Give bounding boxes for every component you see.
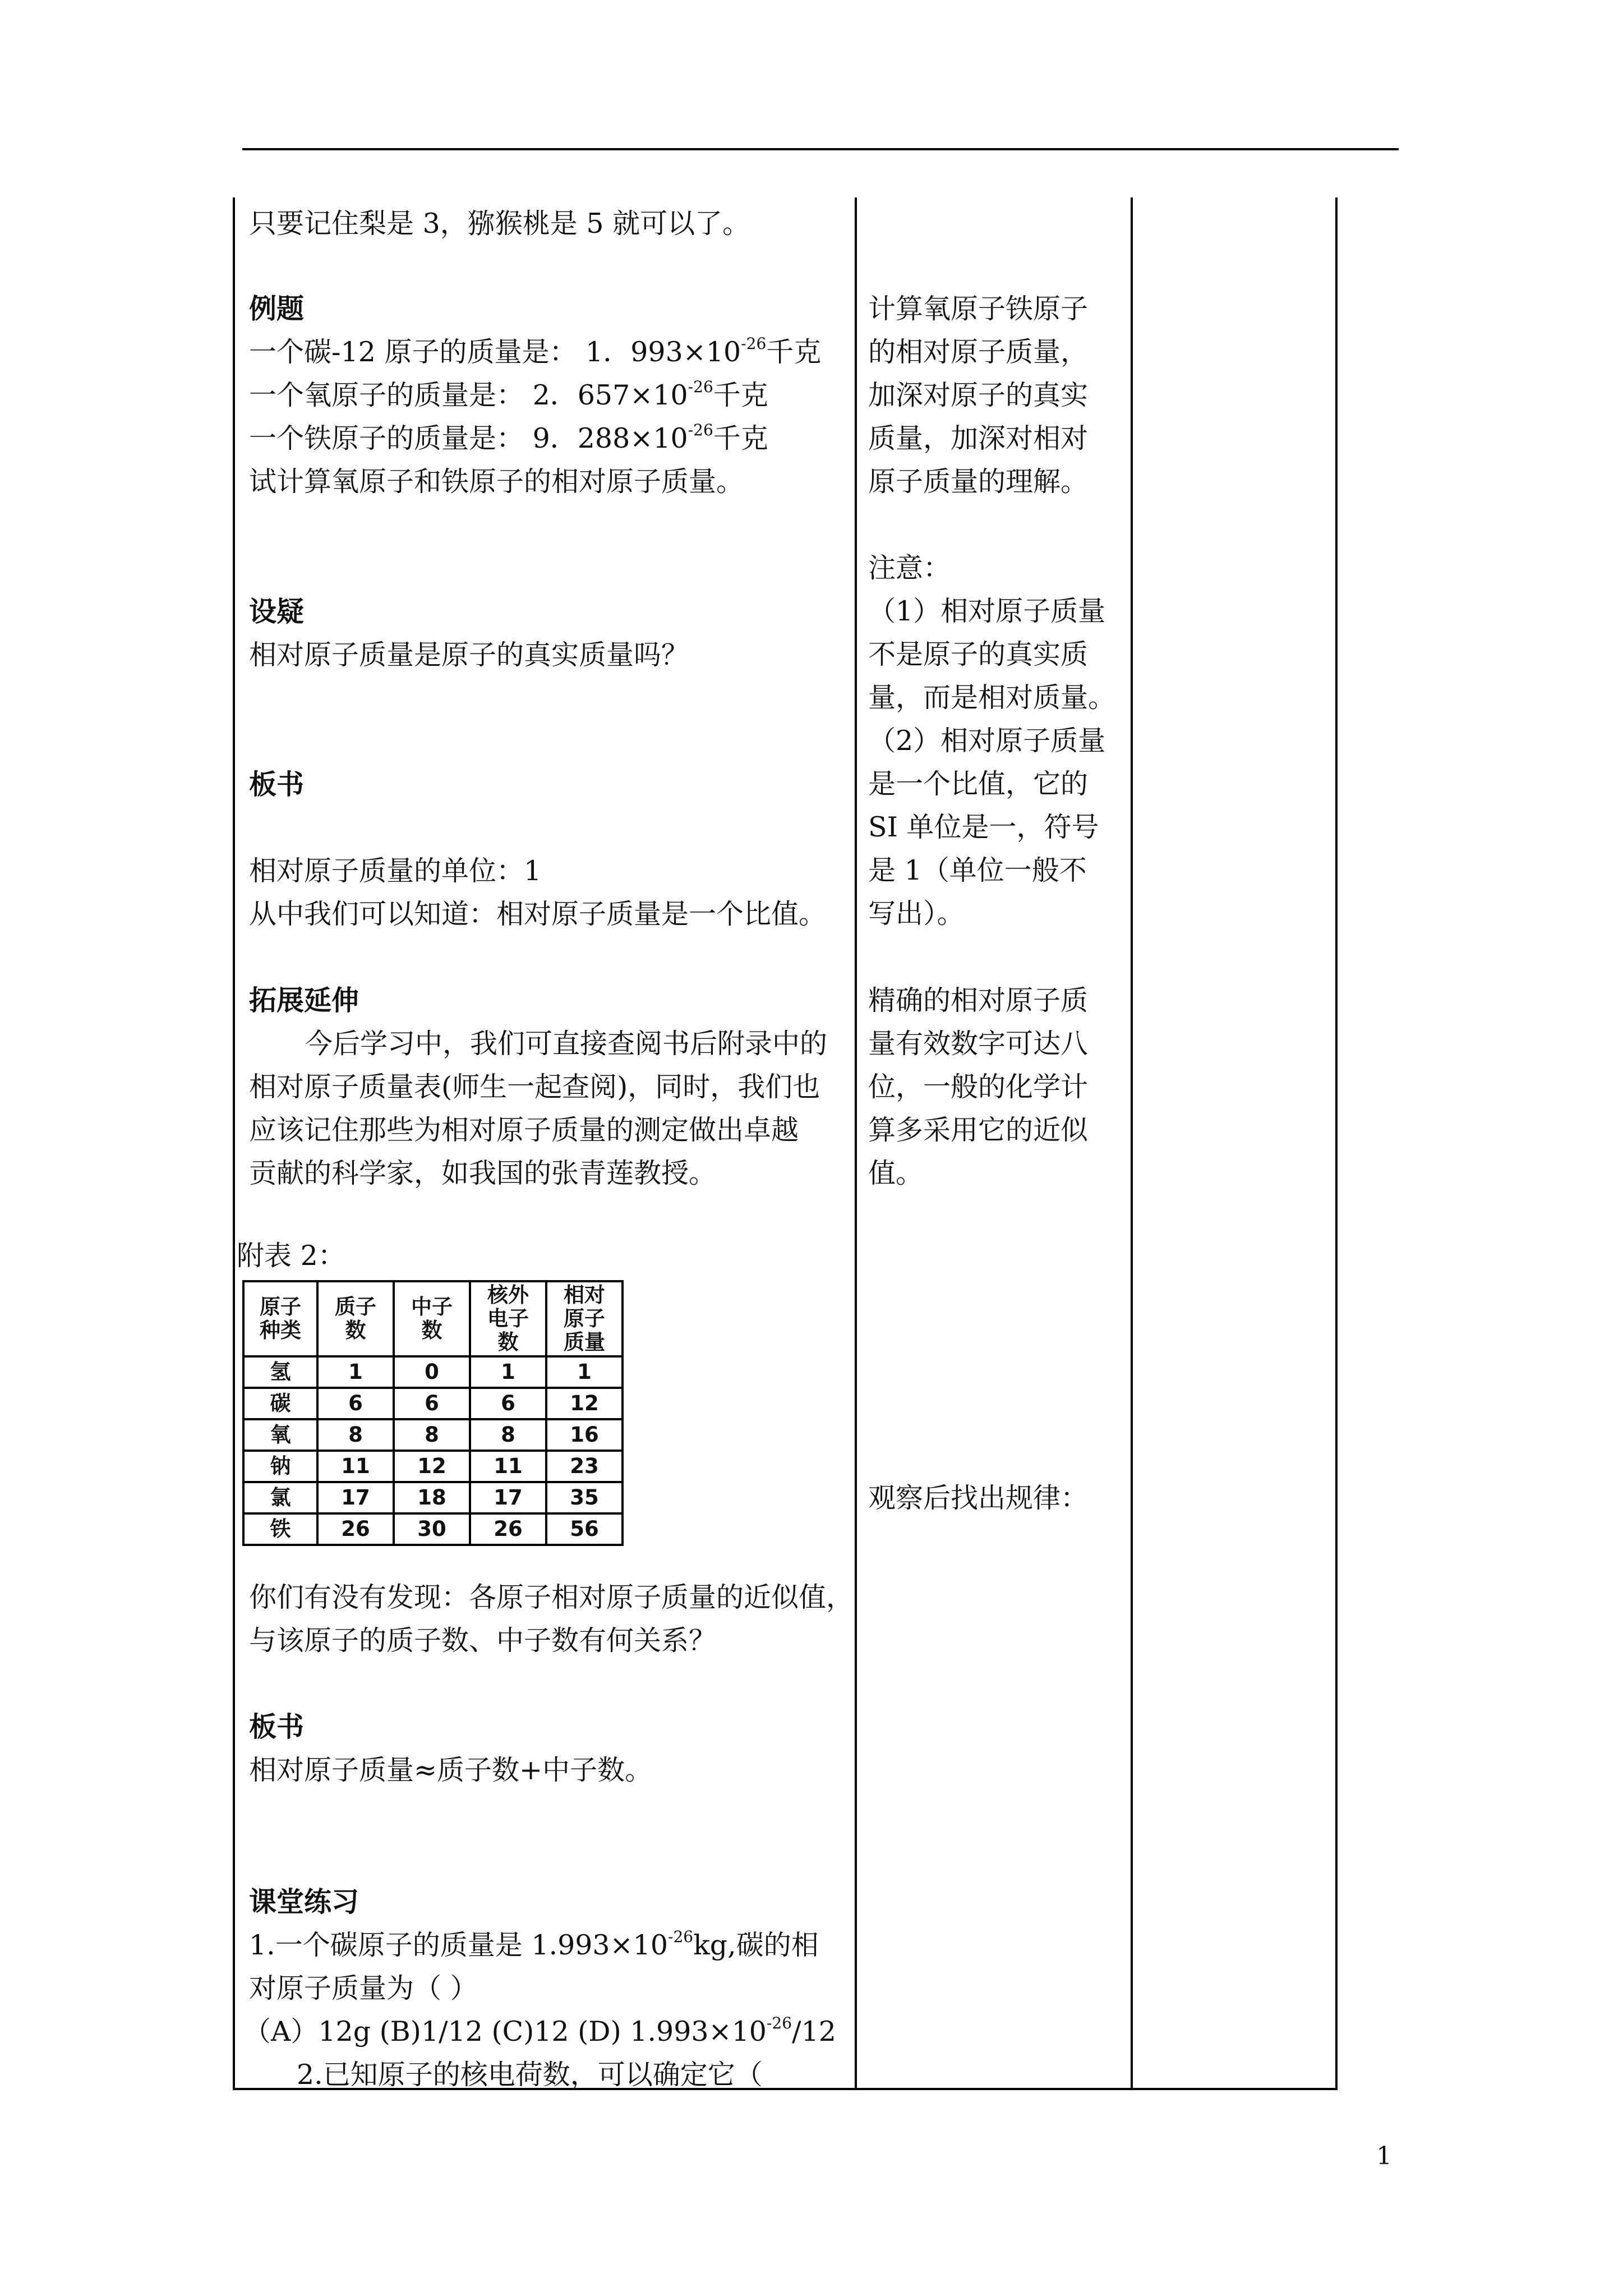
purpose-line: 的相对原子质量， (868, 336, 1089, 368)
extend-line: 相对原子质量表(师生一起查阅)，同时，我们也 (249, 1071, 820, 1103)
extend-line: 贡献的科学家，如我国的张青莲教授。 (249, 1157, 717, 1189)
precision-line: 值。 (868, 1157, 924, 1189)
practice-q1-line-2: 对原子质量为（ ） (249, 1972, 478, 2004)
table-cell: 26 (317, 1513, 394, 1545)
board-heading-2: 板书 (249, 1711, 305, 1743)
table-cell: 氯 (243, 1482, 317, 1513)
table-cell: 30 (394, 1513, 470, 1545)
note-line: SI 单位是一，符号 (868, 811, 1099, 843)
example-task: 试计算氧原子和铁原子的相对原子质量。 (249, 466, 744, 498)
table-cell: 17 (317, 1482, 394, 1513)
practice-heading: 课堂练习 (249, 1886, 359, 1918)
table-cell: 17 (470, 1482, 546, 1513)
table-header-row (243, 1281, 623, 1356)
example-heading: 例题 (249, 293, 305, 325)
table-cell: 氢 (243, 1356, 317, 1388)
board-line-unit: 相对原子质量的单位：1 (249, 855, 542, 887)
table-cell: 8 (317, 1419, 394, 1451)
extend-line: 今后学习中，我们可直接查阅书后附录中的 (305, 1028, 828, 1060)
question-heading: 设疑 (249, 596, 305, 628)
board-formula: 相对原子质量≈质子数+中子数。 (249, 1754, 653, 1786)
table-cell: 23 (546, 1451, 623, 1482)
table-row (243, 1356, 623, 1388)
discover-line: 与该原子的质子数、中子数有何关系？ (249, 1625, 717, 1657)
note-label: 注意： (868, 552, 951, 584)
appendix-label: 附表 2： (237, 1240, 345, 1272)
precision-line: 算多采用它的近似 (868, 1114, 1089, 1146)
table-cell: 钠 (243, 1451, 317, 1482)
note-line: （2）相对原子质量 (868, 725, 1106, 757)
table-cell: 氧 (243, 1419, 317, 1451)
table-cell: 11 (470, 1451, 546, 1482)
table-row (243, 1482, 623, 1513)
table-cell: 0 (394, 1356, 470, 1388)
table-cell: 26 (470, 1513, 546, 1545)
atom-data-table (242, 1280, 624, 1546)
note-line: 是 1（单位一般不 (868, 854, 1087, 886)
table-cell: 6 (317, 1388, 394, 1419)
note-line: 量，而是相对质量。 (868, 682, 1116, 714)
precision-line: 量有效数字可达八 (868, 1028, 1089, 1060)
table-header-cell: 核外 电子 数 (470, 1281, 546, 1356)
practice-q1-line-1: 1.一个碳原子的质量是 $1.993\times 10^{-26}kg$,碳的相 (249, 1927, 819, 1961)
table-header-cell: 相对 原子 质量 (546, 1281, 623, 1356)
table-cell: 8 (470, 1419, 546, 1451)
note-line: 不是原子的真实质 (868, 638, 1089, 670)
extend-line: 应该记住那些为相对原子质量的测定做出卓越 (249, 1114, 799, 1146)
question-text: 相对原子质量是原子的真实质量吗？ (249, 639, 689, 671)
table-cell: 碳 (243, 1388, 317, 1419)
discover-line: 你们有没有发现：各原子相对原子质量的近似值， (249, 1581, 854, 1613)
practice-q1-options: （A）12g (B)1/12 (C)12 (D) $1.993\times 10^{-26}/12$ (243, 2014, 836, 2047)
table-cell: 35 (546, 1482, 623, 1513)
note-line: 写出）。 (868, 898, 965, 930)
purpose-line: 加深对原子的真实 (868, 379, 1089, 411)
purpose-line: 计算氧原子铁原子 (868, 293, 1089, 325)
table-row (243, 1451, 623, 1482)
table-header-cell: 中子 数 (394, 1281, 470, 1356)
header-rule (242, 148, 1399, 150)
note-line: 是一个比值，它的 (868, 768, 1089, 800)
example-line-oxygen: 一个氧原子的质量是： 2．$657\times 10^{-26}$千克 (249, 378, 768, 411)
table-cell: 6 (394, 1388, 470, 1419)
example-line-carbon: 一个碳-12 原子的质量是： 1．$993\times 10^{-26}$千克 (249, 334, 822, 368)
table-header-cell: 原子 种类 (243, 1281, 317, 1356)
table-cell: 56 (546, 1513, 623, 1545)
table-cell: 12 (546, 1388, 623, 1419)
table-cell: 12 (394, 1451, 470, 1482)
table-row (243, 1419, 623, 1451)
table-cell: 1 (546, 1356, 623, 1388)
table-cell: 1 (470, 1356, 546, 1388)
extend-heading: 拓展延伸 (249, 984, 359, 1016)
memo-line: 只要记住梨是 3，猕猴桃是 5 就可以了。 (249, 208, 750, 240)
purpose-line: 原子质量的理解。 (868, 466, 1089, 498)
table-cell: 8 (394, 1419, 470, 1451)
purpose-line: 质量，加深对相对 (868, 422, 1089, 454)
table-cell: 1 (317, 1356, 394, 1388)
page-number: 1 (1376, 2142, 1392, 2170)
board-heading-1: 板书 (249, 769, 305, 800)
table-row (243, 1513, 623, 1545)
column-divider-1 (855, 197, 857, 2090)
table-cell: 铁 (243, 1513, 317, 1545)
column-divider-2 (1131, 197, 1133, 2090)
observe-line: 观察后找出规律： (868, 1482, 1089, 1514)
note-line: （1）相对原子质量 (868, 595, 1106, 627)
precision-line: 精确的相对原子质 (868, 984, 1089, 1016)
table-header-cell: 质子 数 (317, 1281, 394, 1356)
table-cell: 16 (546, 1419, 623, 1451)
board-line-ratio: 从中我们可以知道：相对原子质量是一个比值。 (249, 898, 827, 930)
table-row (243, 1388, 623, 1419)
table-cell: 6 (470, 1388, 546, 1419)
table-cell: 18 (394, 1482, 470, 1513)
precision-line: 位，一般的化学计 (868, 1071, 1089, 1103)
example-line-iron: 一个铁原子的质量是： 9．$288\times 10^{-26}$千克 (249, 421, 768, 454)
practice-q2: 2.已知原子的核电荷数，可以确定它（ (297, 2059, 763, 2091)
table-cell: 11 (317, 1451, 394, 1482)
